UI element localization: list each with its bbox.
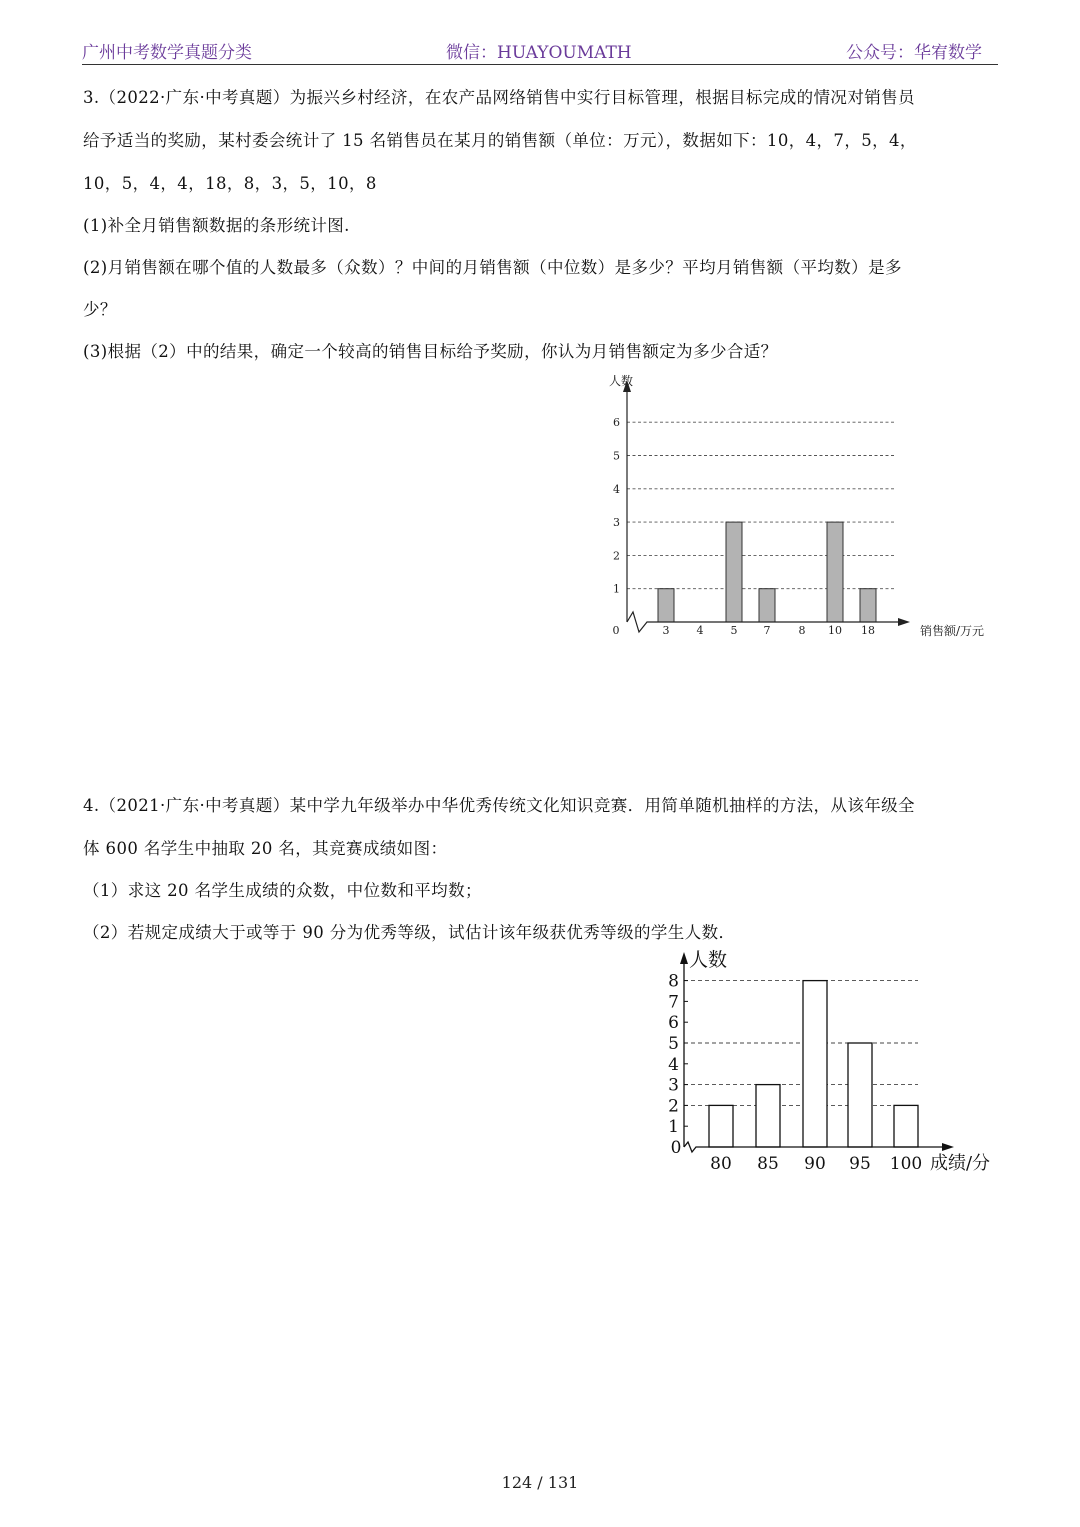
y-tick-label: 5 [613, 449, 620, 463]
x-axis-arrow [942, 1143, 954, 1151]
q3-line: 3.（2022·广东·中考真题）为振兴乡村经济，在农产品网络销售中实行目标管理，根据目标完成的情况对销售员 [83, 88, 915, 107]
bar [860, 589, 876, 622]
x-tick-label: 3 [662, 624, 670, 637]
bar [848, 1043, 872, 1147]
q4-line: 4.（2021·广东·中考真题）某中学九年级举办中华优秀传统文化知识竞赛．用简单随机抽样的方法，从该年级全 [83, 796, 915, 815]
x-tick-label: 8 [798, 624, 806, 637]
q4-part-2: （2）若规定成绩大于或等于 90 分为优秀等级，试估计该年级获优秀等级的学生人数． [83, 923, 736, 942]
bar [756, 1085, 780, 1147]
y-tick-label: 3 [668, 1075, 679, 1096]
y-tick-label: 7 [668, 992, 679, 1013]
header-public-account: 公众号：华宥数学 [846, 43, 982, 63]
bar [709, 1105, 733, 1147]
x-axis-title: 成绩/分 [929, 1153, 991, 1174]
y-tick-label: 6 [613, 416, 620, 430]
page-header [82, 38, 998, 65]
y-tick-label: 4 [668, 1054, 679, 1075]
x-tick-label: 7 [763, 624, 771, 637]
y-tick-label: 3 [613, 516, 620, 530]
x-tick-label: 5 [730, 624, 738, 637]
y-axis-title: 人数 [688, 949, 728, 971]
q4-line: 体 600 名学生中抽取 20 名，其竞赛成绩如图： [83, 839, 448, 858]
origin-label: 0 [612, 624, 620, 637]
bar [658, 589, 674, 622]
q3-line: 10，5，4，4，18，8，3，5，10，8 [83, 174, 377, 193]
y-tick-label: 1 [668, 1117, 679, 1138]
x-tick-label: 4 [696, 624, 704, 637]
origin-label: 0 [670, 1138, 682, 1158]
page-number: 124 / 131 [501, 1473, 579, 1492]
x-tick-label: 85 [757, 1154, 779, 1174]
y-tick-label: 6 [668, 1013, 679, 1034]
sales-bar-chart [600, 366, 1000, 656]
x-axis-title: 销售额/万元 [919, 624, 985, 638]
x-tick-label: 95 [849, 1154, 871, 1174]
bar [894, 1105, 918, 1147]
x-tick-label: 80 [710, 1154, 732, 1174]
x-tick-label: 90 [804, 1154, 826, 1174]
y-tick-label: 8 [668, 971, 679, 992]
y-tick-label: 4 [613, 482, 620, 496]
y-tick-label: 5 [668, 1034, 679, 1054]
bar [803, 981, 827, 1147]
q4-part-1: （1）求这 20 名学生成绩的众数，中位数和平均数； [83, 881, 482, 900]
header-wechat: 微信：HUAYOUMATH [446, 43, 632, 63]
q3-line: 给予适当的奖励，某村委会统计了 15 名销售员在某月的销售额（单位：万元），数据如下：10，4，7，5，4， [83, 131, 917, 150]
x-tick-label: 100 [889, 1154, 923, 1174]
score-bar-chart [640, 940, 1020, 1180]
bar [827, 522, 843, 622]
q3-part-3: (3)根据（2）中的结果，确定一个较高的销售目标给予奖励，你认为月销售额定为多少合适？ [83, 342, 778, 361]
y-tick-label: 2 [668, 1096, 679, 1117]
y-axis-title: 人数 [608, 374, 634, 388]
y-tick-label: 1 [613, 582, 620, 596]
bar [759, 589, 775, 622]
x-tick-label: 10 [828, 624, 842, 637]
q3-part-1: (1)补全月销售额数据的条形统计图. [83, 216, 350, 235]
header-series-title: 广州中考数学真题分类 [82, 43, 252, 63]
y-axis-arrow [680, 952, 688, 964]
bar [726, 522, 742, 622]
x-axis-arrow [898, 618, 910, 626]
y-tick-label: 2 [613, 549, 620, 563]
x-tick-label: 18 [861, 624, 875, 637]
q3-part-2-cont: 少？ [83, 300, 117, 319]
q3-part-2: (2)月销售额在哪个值的人数最多（众数）？中间的月销售额（中位数）是多少？平均月销售额（平均数）是多 [83, 258, 902, 277]
